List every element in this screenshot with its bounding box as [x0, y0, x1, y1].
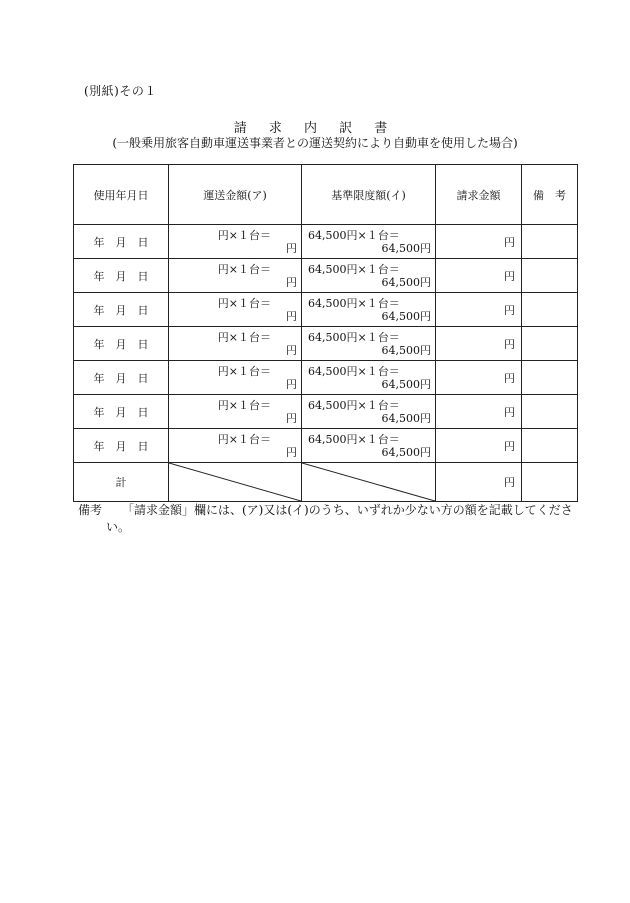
limit-formula: 64,500円×１台＝ — [308, 399, 400, 412]
row-claim-amount[interactable]: 円 — [436, 259, 522, 293]
limit-result: 64,500円 — [381, 276, 431, 289]
row-date[interactable]: 年 月 日 — [74, 361, 169, 395]
limit-formula: 64,500円×１台＝ — [308, 433, 400, 446]
header-limit-amount: 基準限度額(イ) — [302, 165, 436, 225]
transport-formula: 円×１台＝ — [217, 433, 271, 446]
note-text-line2: い。 — [106, 520, 131, 534]
limit-result: 64,500円 — [381, 446, 431, 459]
transport-formula: 円×１台＝ — [217, 297, 271, 310]
row-limit-amount — [302, 293, 436, 327]
transport-result: 円 — [286, 446, 297, 459]
table-row — [74, 429, 578, 463]
header-transport-amount: 運送金額(ア) — [169, 165, 302, 225]
limit-formula: 64,500円×１台＝ — [308, 229, 400, 242]
row-remarks[interactable] — [522, 293, 578, 327]
row-limit-amount — [302, 395, 436, 429]
row-transport-amount[interactable] — [169, 327, 302, 361]
table-row — [74, 395, 578, 429]
row-claim-amount[interactable]: 円 — [436, 395, 522, 429]
transport-result: 円 — [286, 310, 297, 323]
transport-formula: 円×１台＝ — [217, 365, 271, 378]
row-transport-amount[interactable] — [169, 259, 302, 293]
limit-formula: 64,500円×１台＝ — [308, 365, 400, 378]
remarks-note — [78, 502, 583, 536]
header-date: 使用年月日 — [74, 165, 169, 225]
table-row — [74, 293, 578, 327]
row-transport-amount[interactable] — [169, 225, 302, 259]
table-row — [74, 225, 578, 259]
limit-formula: 64,500円×１台＝ — [308, 297, 400, 310]
row-claim-amount[interactable]: 円 — [436, 293, 522, 327]
row-claim-amount[interactable]: 円 — [436, 429, 522, 463]
total-limit-crossed — [302, 463, 436, 502]
row-remarks[interactable] — [522, 361, 578, 395]
total-claim[interactable]: 円 — [436, 463, 522, 502]
document-title: 請 求 内 訳 書 — [233, 121, 397, 136]
limit-formula: 64,500円×１台＝ — [308, 331, 400, 344]
transport-result: 円 — [286, 276, 297, 289]
row-transport-amount[interactable] — [169, 429, 302, 463]
row-claim-amount[interactable]: 円 — [436, 225, 522, 259]
row-limit-amount — [302, 225, 436, 259]
annex-label: (別紙)その１ — [84, 84, 157, 98]
row-date[interactable]: 年 月 日 — [74, 259, 169, 293]
total-remarks[interactable] — [522, 463, 578, 502]
transport-formula: 円×１台＝ — [217, 399, 271, 412]
limit-formula: 64,500円×１台＝ — [308, 263, 400, 276]
header-claim-amount: 請求金額 — [436, 165, 522, 225]
row-date[interactable]: 年 月 日 — [74, 293, 169, 327]
row-remarks[interactable] — [522, 429, 578, 463]
document-subtitle: (一般乗用旅客自動車運送事業者との運送契約により自動車を使用した場合) — [112, 136, 518, 150]
table-row — [74, 259, 578, 293]
row-claim-amount[interactable]: 円 — [436, 361, 522, 395]
row-limit-amount — [302, 361, 436, 395]
row-transport-amount[interactable] — [169, 293, 302, 327]
transport-formula: 円×１台＝ — [217, 263, 271, 276]
row-limit-amount — [302, 327, 436, 361]
table-row — [74, 327, 578, 361]
total-label: 計 — [74, 463, 169, 502]
limit-result: 64,500円 — [381, 242, 431, 255]
breakdown-table — [73, 164, 578, 502]
limit-result: 64,500円 — [381, 412, 431, 425]
table-row — [74, 361, 578, 395]
row-remarks[interactable] — [522, 225, 578, 259]
row-limit-amount — [302, 259, 436, 293]
row-date[interactable]: 年 月 日 — [74, 225, 169, 259]
row-date[interactable]: 年 月 日 — [74, 395, 169, 429]
row-claim-amount[interactable]: 円 — [436, 327, 522, 361]
limit-result: 64,500円 — [381, 310, 431, 323]
row-remarks[interactable] — [522, 327, 578, 361]
row-remarks[interactable] — [522, 259, 578, 293]
transport-result: 円 — [286, 412, 297, 425]
row-limit-amount — [302, 429, 436, 463]
row-transport-amount[interactable] — [169, 361, 302, 395]
note-lead: 備考 — [78, 503, 103, 517]
transport-formula: 円×１台＝ — [217, 331, 271, 344]
transport-result: 円 — [286, 378, 297, 391]
limit-result: 64,500円 — [381, 378, 431, 391]
transport-formula: 円×１台＝ — [217, 229, 271, 242]
total-row — [74, 463, 578, 502]
limit-result: 64,500円 — [381, 344, 431, 357]
row-transport-amount[interactable] — [169, 395, 302, 429]
transport-result: 円 — [286, 344, 297, 357]
total-transport-crossed — [169, 463, 302, 502]
row-date[interactable]: 年 月 日 — [74, 327, 169, 361]
note-text-line1: 「請求金額」欄には、(ア)又は(イ)のうち、いずれか少ない方の額を記載してくださ — [122, 503, 573, 517]
table-header-row — [74, 165, 578, 225]
header-remarks: 備 考 — [522, 165, 578, 225]
transport-result: 円 — [286, 242, 297, 255]
row-remarks[interactable] — [522, 395, 578, 429]
row-date[interactable]: 年 月 日 — [74, 429, 169, 463]
